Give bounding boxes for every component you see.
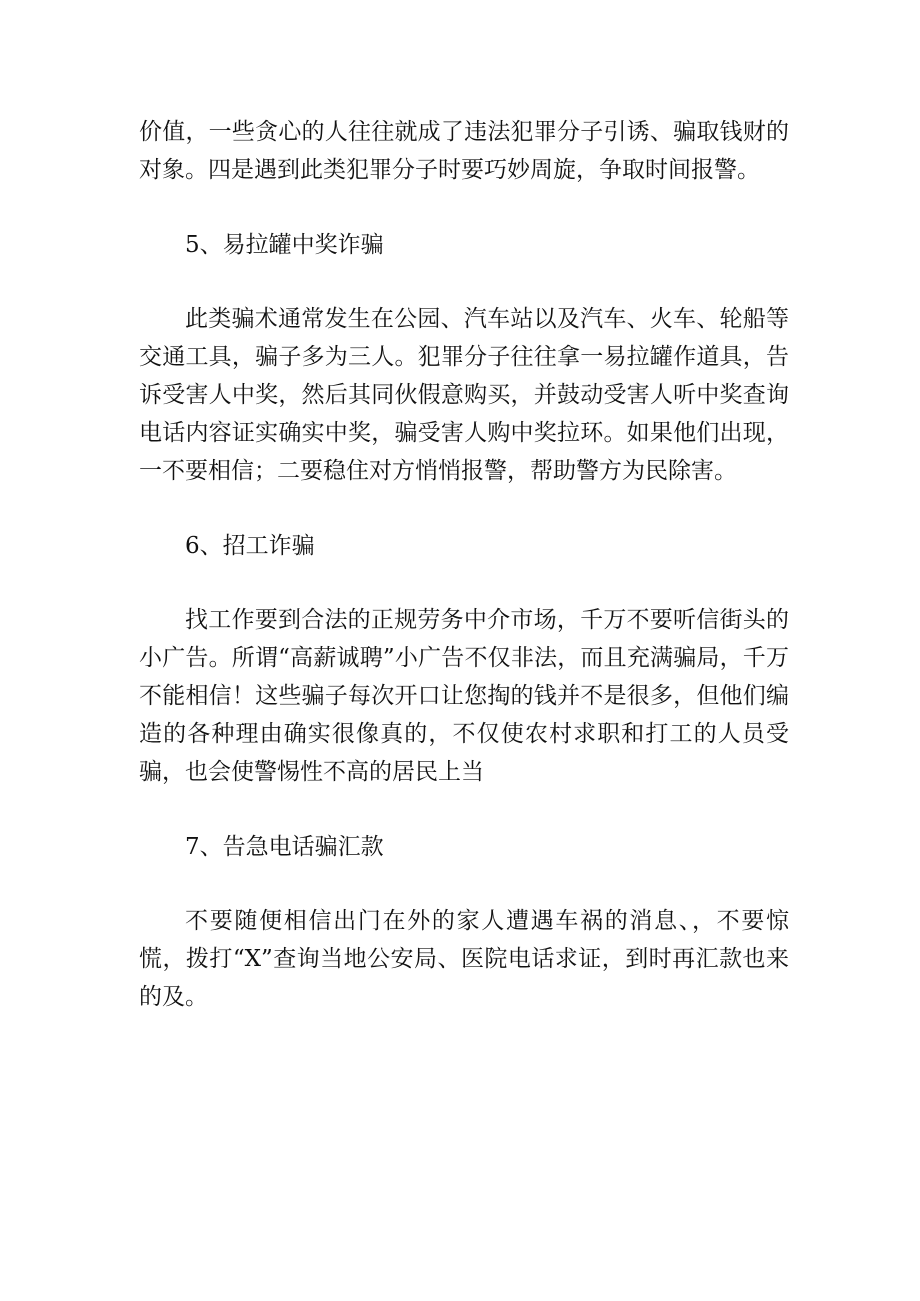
paragraph-recruitment-scam: 找工作要到合法的正规劳务中介市场，千万不要听信街头的小广告。所谓“高薪诚聘”小广告不仅非法，而且充满骗局，千万不能相信！这些骗子每次开口让您掏的钱并不是很多，但他们编造的各种理由确实很像真的，不仅使农村求职和打工的人员受骗，也会使警惕性不高的居民上当 xyxy=(139,607,789,785)
paragraph-continued: 价值，一些贪心的人往往就成了违法犯罪分子引诱、骗取钱财的对象。四是遇到此类犯罪分子时要巧妙周旋，争取时间报警。 xyxy=(139,119,789,183)
section-heading-7: 7、告急电话骗汇款 xyxy=(185,834,384,860)
document-body xyxy=(139,113,789,1016)
paragraph-emergency-call-scam: 不要随便相信出门在外的家人遭遇车祸的消息、，不要惊慌，拨打“X”查询当地公安局、医院电话求证，到时再汇款也来的及。 xyxy=(139,908,789,1010)
section-heading-5: 5、易拉罐中奖诈骗 xyxy=(185,232,384,258)
paragraph-can-prize-scam: 此类骗术通常发生在公园、汽车站以及汽车、火车、轮船等交通工具，骗子多为三人。犯罪分子往往拿一易拉罐作道具，告诉受害人中奖，然后其同伙假意购买，并鼓动受害人听中奖查询电话内容证实确实中奖，骗受害人购中奖拉环。如果他们出现，一不要相信；二要稳住对方悄悄报警，帮助警方为民除害。 xyxy=(139,306,789,484)
section-heading-6: 6、招工诈骗 xyxy=(185,533,315,559)
